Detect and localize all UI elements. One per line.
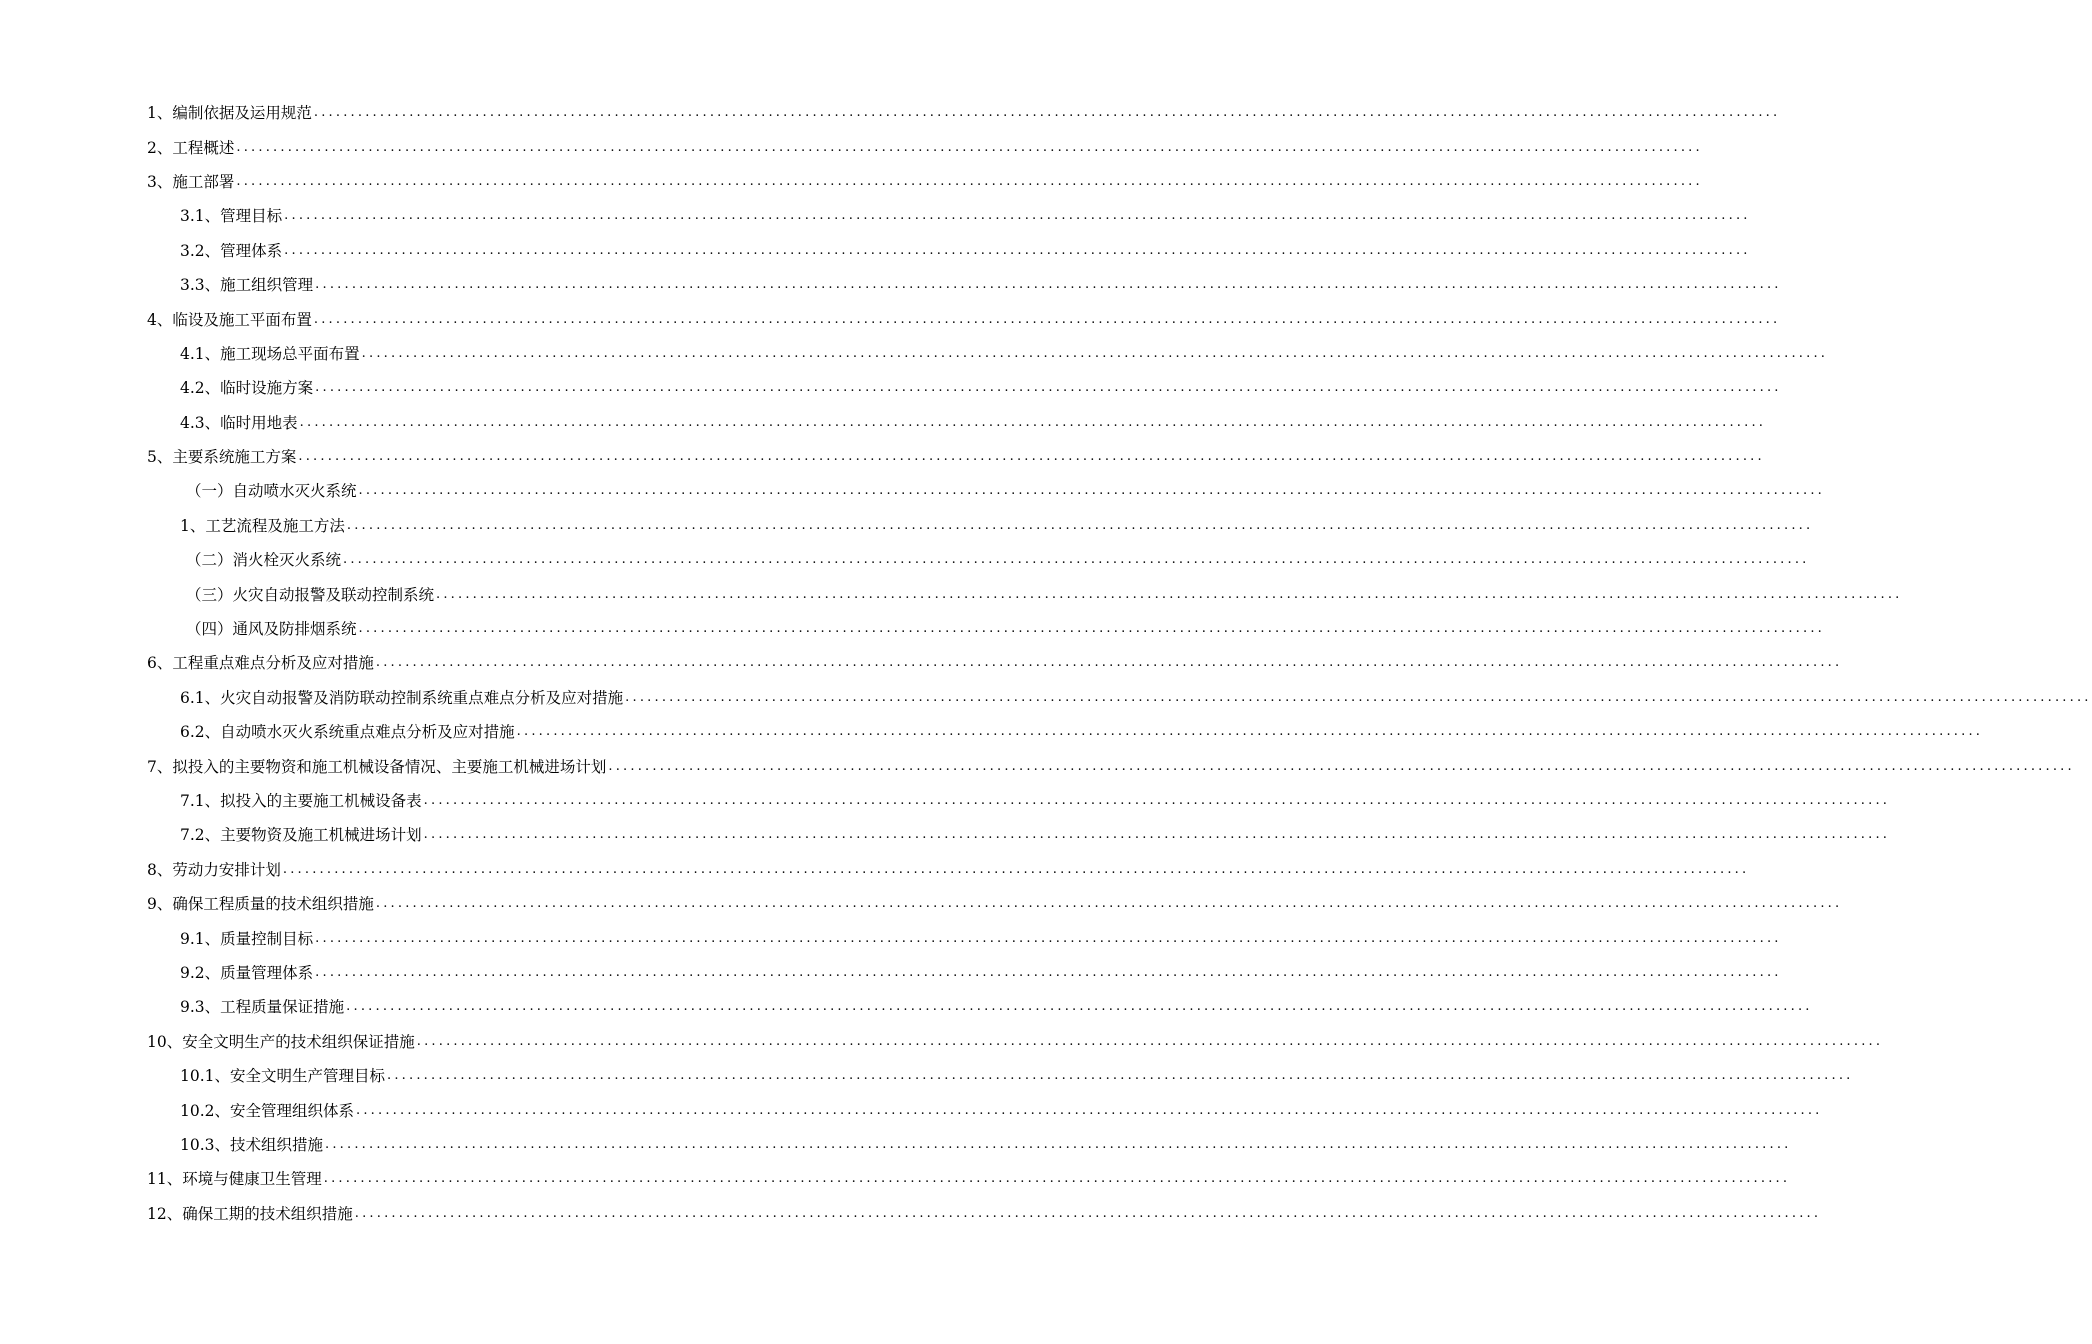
toc-entry-title: 6.1、火灾自动报警及消防联动控制系统重点难点分析及应对措施: [180, 688, 624, 707]
toc-dot-leader: ........................................................................................................................................................................................................: [315, 930, 1782, 946]
toc-dot-leader: ........................................................................................................................................................................................................: [436, 586, 1903, 602]
toc-entry[interactable]: [147, 268, 1782, 302]
toc-entry-title: 8、劳动力安排计划: [147, 860, 281, 879]
toc-entry[interactable]: [147, 681, 2092, 715]
toc-entry-title: 2、工程概述: [147, 138, 235, 157]
toc-dot-leader: ........................................................................................................................................................................................................: [416, 1033, 1884, 1049]
toc-entry[interactable]: [147, 887, 1843, 921]
toc-entry[interactable]: [147, 440, 1765, 474]
toc-entry[interactable]: [147, 1093, 1823, 1127]
toc-entry[interactable]: [147, 1162, 1791, 1196]
toc-entry[interactable]: [147, 784, 1891, 818]
toc-entry-title: 6.2、自动喷水灭火系统重点难点分析及应对措施: [180, 723, 515, 742]
toc-dot-leader: ........................................................................................................................................................................................................: [298, 449, 1765, 465]
toc-entry[interactable]: [147, 96, 1781, 130]
toc-entry-title: 10.2、安全管理组织体系: [180, 1101, 355, 1120]
toc-dot-leader: ........................................................................................................................................................................................................: [346, 517, 1814, 533]
toc-entry[interactable]: [147, 1128, 1792, 1162]
toc-entry[interactable]: [147, 165, 1703, 199]
toc-entry[interactable]: [147, 715, 1984, 749]
toc-dot-leader: ........................................................................................................................................................................................................: [315, 964, 1782, 980]
toc-dot-leader: ........................................................................................................................................................................................................: [516, 724, 1984, 740]
toc-dot-leader: ........................................................................................................................................................................................................: [358, 621, 1825, 637]
toc-entry-title: 3、施工部署: [147, 172, 235, 191]
toc-dot-leader: ........................................................................................................................................................................................................: [313, 311, 1781, 327]
toc-entry[interactable]: [147, 749, 2075, 783]
toc-entry-title: 3.2、管理体系: [180, 241, 283, 260]
toc-entry[interactable]: [147, 509, 1814, 543]
toc-entry-title: 4.2、临时设施方案: [180, 379, 314, 398]
toc-dot-leader: ........................................................................................................................................................................................................: [315, 380, 1782, 396]
toc-entry-title: （三）火灾自动报警及联动控制系统: [186, 585, 435, 604]
toc-dot-leader: ........................................................................................................................................................................................................: [315, 277, 1782, 293]
toc-entry-title: 9.2、质量管理体系: [180, 963, 314, 982]
toc-entry[interactable]: [147, 921, 1782, 955]
toc-entry[interactable]: [147, 199, 1751, 233]
toc-entry-title: 1、工艺流程及施工方法: [180, 516, 345, 535]
toc-dot-leader: ........................................................................................................................................................................................................: [375, 896, 1843, 912]
toc-entry[interactable]: [147, 130, 1703, 164]
toc-entry-title: 7、拟投入的主要物资和施工机械设备情况、主要施工机械进场计划: [147, 757, 607, 776]
toc-entry[interactable]: [147, 577, 1903, 611]
toc-dot-leader: ........................................................................................................................................................................................................: [325, 1136, 1792, 1152]
toc-entry[interactable]: [147, 1197, 1822, 1231]
toc-dot-leader: ........................................................................................................................................................................................................: [346, 999, 1813, 1015]
toc-entry[interactable]: [147, 543, 1810, 577]
toc-dot-leader: ........................................................................................................................................................................................................: [323, 1171, 1791, 1187]
toc-entry-title: 11、环境与健康卫生管理: [147, 1170, 322, 1189]
toc-dot-leader: ........................................................................................................................................................................................................: [282, 861, 1750, 877]
toc-dot-leader: ........................................................................................................................................................................................................: [361, 345, 1829, 361]
toc-entry-title: （四）通风及防排烟系统: [186, 620, 357, 639]
toc-dot-leader: ........................................................................................................................................................................................................: [313, 105, 1781, 121]
toc-entry-title: 6、工程重点难点分析及应对措施: [147, 654, 374, 673]
toc-entry-title: （二）消火栓灭火系统: [186, 551, 342, 570]
toc-dot-leader: ........................................................................................................................................................................................................: [284, 242, 1751, 258]
toc-dot-leader: ........................................................................................................................................................................................................: [356, 1102, 1823, 1118]
toc-entry[interactable]: [147, 990, 1813, 1024]
toc-entry-title: 10.1、安全文明生产管理目标: [180, 1067, 386, 1086]
toc-entry-title: 3.1、管理目标: [180, 207, 283, 226]
toc-entry-title: 9.1、质量控制目标: [180, 929, 314, 948]
table-of-contents: [147, 96, 2092, 1231]
toc-entry-title: 7.1、拟投入的主要施工机械设备表: [180, 792, 422, 810]
toc-dot-leader: ........................................................................................................................................................................................................: [608, 758, 2075, 774]
toc-entry-title: 3.3、施工组织管理: [180, 276, 314, 295]
toc-entry[interactable]: [147, 474, 1825, 508]
toc-entry-title: 1、编制依据及运用规范: [147, 104, 312, 123]
toc-dot-leader: ........................................................................................................................................................................................................: [236, 173, 1703, 189]
toc-entry[interactable]: [147, 337, 1829, 371]
toc-dot-leader: ........................................................................................................................................................................................................: [343, 552, 1810, 568]
toc-entry-title: 9.3、工程质量保证措施: [180, 998, 345, 1017]
toc-entry[interactable]: [147, 646, 1843, 680]
toc-entry-title: 4.3、临时用地表: [180, 413, 298, 432]
toc-dot-leader: ........................................................................................................................................................................................................: [423, 827, 1891, 843]
toc-entry-title: 4、临设及施工平面布置: [147, 310, 312, 329]
toc-dot-leader: ........................................................................................................................................................................................................: [375, 655, 1843, 671]
toc-entry[interactable]: [147, 1059, 1854, 1093]
toc-entry[interactable]: [147, 406, 1767, 440]
toc-entry[interactable]: [147, 1025, 1884, 1059]
toc-entry[interactable]: [147, 371, 1782, 405]
toc-dot-leader: ........................................................................................................................................................................................................: [387, 1068, 1854, 1084]
toc-entry-title: 10.3、技术组织措施: [180, 1135, 324, 1154]
toc-dot-leader: ........................................................................................................................................................................................................: [354, 1205, 1822, 1221]
toc-entry-title: （一）自动喷水灭火系统: [186, 482, 357, 501]
toc-entry-title: 7.2、主要物资及施工机械进场计划: [180, 826, 422, 845]
toc-entry[interactable]: [147, 818, 1891, 852]
toc-entry-title: 9、确保工程质量的技术组织措施: [147, 895, 374, 914]
toc-dot-leader: ........................................................................................................................................................................................................: [358, 483, 1825, 499]
toc-entry[interactable]: [147, 853, 1750, 887]
toc-dot-leader: ........................................................................................................................................................................................................: [423, 793, 1891, 808]
toc-dot-leader: ........................................................................................................................................................................................................: [299, 414, 1767, 430]
toc-entry-title: 12、确保工期的技术组织措施: [147, 1204, 353, 1223]
toc-entry[interactable]: [147, 302, 1781, 336]
toc-dot-leader: ........................................................................................................................................................................................................: [625, 689, 2092, 705]
toc-dot-leader: ........................................................................................................................................................................................................: [236, 139, 1703, 155]
toc-entry-title: 10、安全文明生产的技术组织保证措施: [147, 1032, 415, 1051]
toc-dot-leader: ........................................................................................................................................................................................................: [284, 208, 1751, 224]
toc-entry-title: 4.1、施工现场总平面布置: [180, 344, 360, 363]
toc-entry-title: 5、主要系统施工方案: [147, 448, 297, 467]
toc-entry[interactable]: [147, 612, 1825, 646]
toc-entry[interactable]: [147, 956, 1782, 990]
toc-entry[interactable]: [147, 234, 1751, 268]
